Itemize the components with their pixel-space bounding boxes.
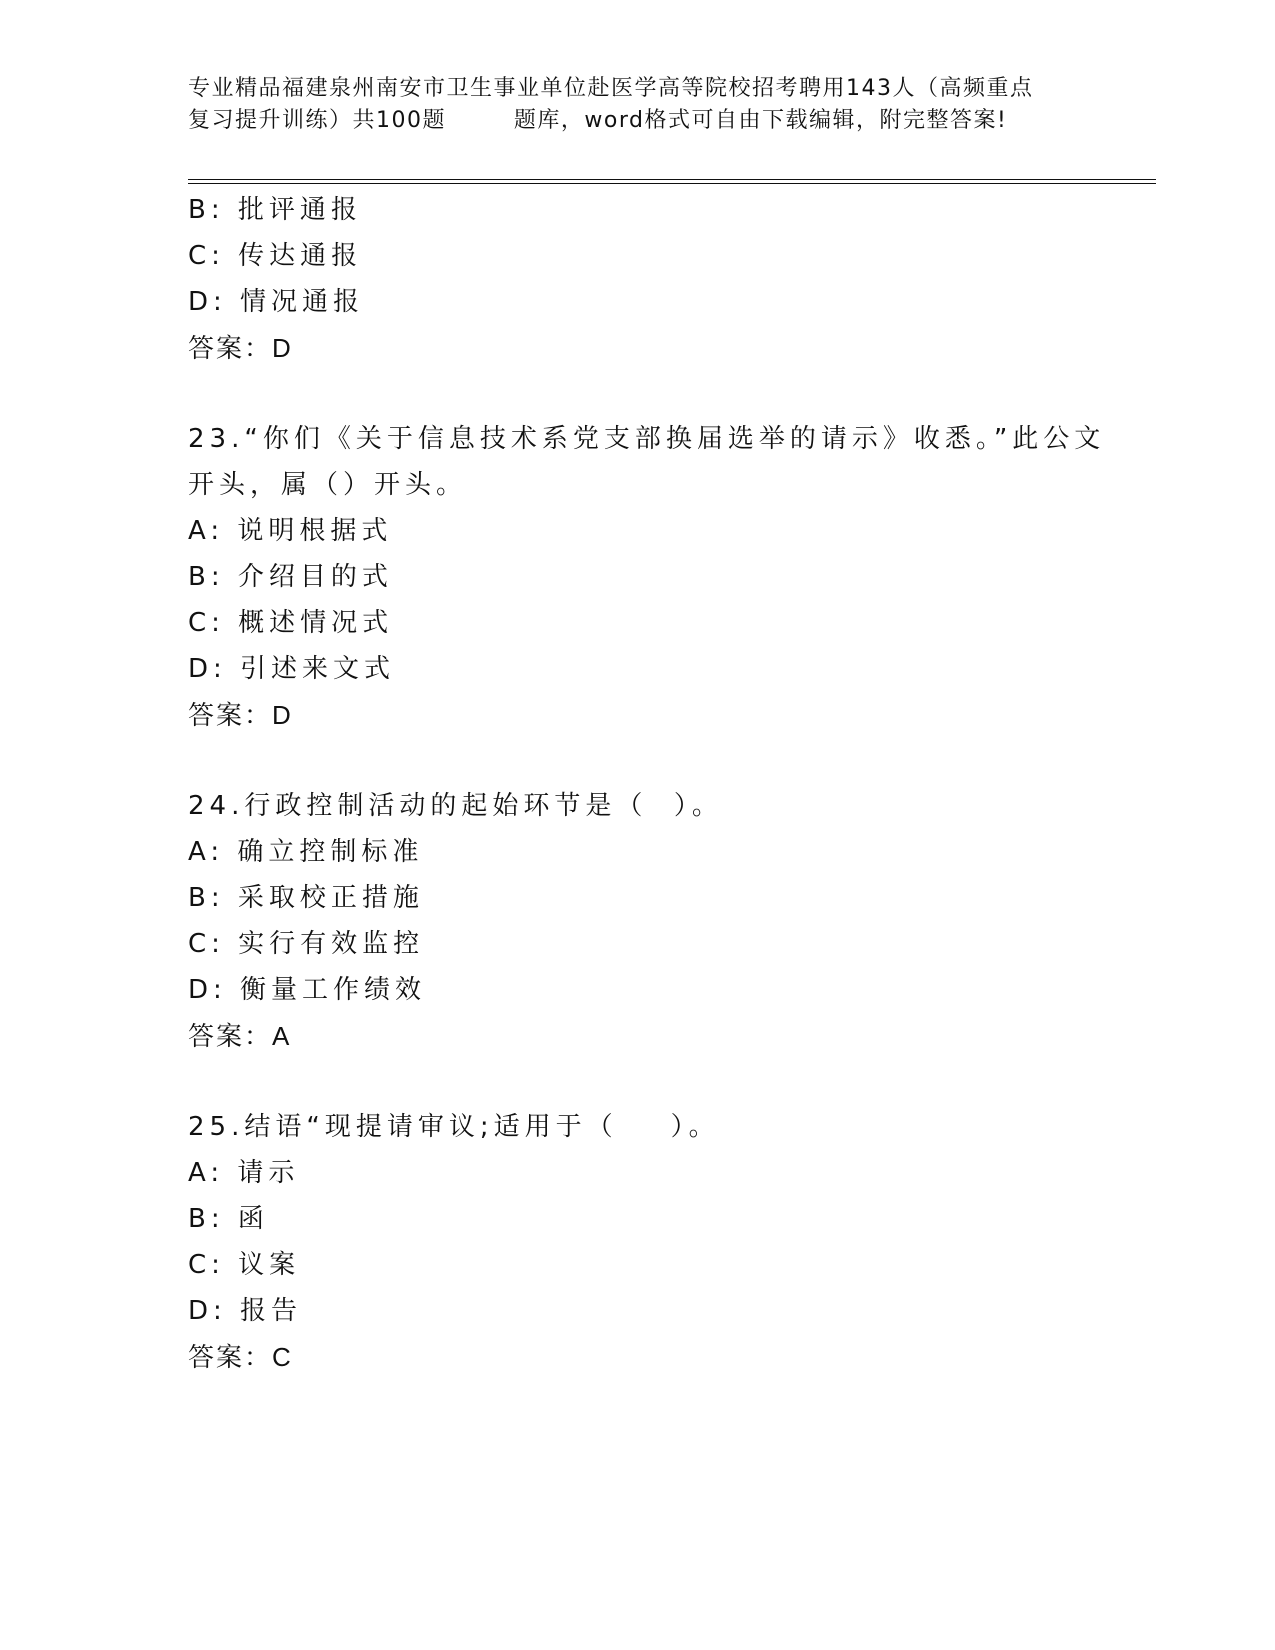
- option-b: B: 介绍目的式: [188, 562, 393, 592]
- option-b: B: 批评通报: [188, 195, 362, 225]
- header-divider-top: [188, 179, 1156, 180]
- answer: 答案：D: [188, 700, 293, 730]
- question-23: [188, 416, 1106, 738]
- option-d: D: 情况通报: [188, 287, 365, 317]
- header-line-1: 专业精品福建泉州南安市卫生事业单位赴医学高等院校招考聘用143人（高频重点: [188, 76, 1034, 101]
- option-d: D: 报告: [188, 1296, 303, 1326]
- answer: 答案：C: [188, 1342, 293, 1372]
- answer: 答案：A: [188, 1021, 292, 1051]
- option-a: A: 确立控制标准: [188, 837, 424, 867]
- question-list: [188, 187, 1106, 1380]
- option-b: B: 函: [188, 1204, 269, 1234]
- option-b: B: 采取校正措施: [188, 883, 424, 913]
- question-stem-line-2: 开头，属（）开头。: [188, 470, 468, 500]
- page-header: [188, 73, 1088, 137]
- question-25: [188, 1104, 1088, 1380]
- option-a: A: 说明根据式: [188, 516, 393, 546]
- question-stem-line-1: 23.“你们《关于信息技术系党支部换届选举的请示》收悉。”此公文: [188, 424, 1106, 454]
- option-c: C: 实行有效监控: [188, 929, 425, 959]
- question-24: [188, 783, 1088, 1059]
- question-22-continued: [188, 187, 1088, 371]
- option-d: D: 衡量工作绩效: [188, 975, 427, 1005]
- option-c: C: 议案: [188, 1250, 301, 1280]
- answer: 答案：D: [188, 333, 293, 363]
- option-c: C: 概述情况式: [188, 608, 394, 638]
- option-a: A: 请示: [188, 1158, 300, 1188]
- question-stem-line-1: 24.行政控制活动的起始环节是（ ）。: [188, 791, 723, 821]
- question-stem-line-1: 25.结语“现提请审议;适用于（ ）。: [188, 1112, 720, 1142]
- header-divider-bottom: [188, 183, 1156, 184]
- header-line-2: 复习提升训练）共100题 题库，word格式可自由下载编辑，附完整答案!: [188, 108, 1008, 133]
- option-d: D: 引述来文式: [188, 654, 396, 684]
- option-c: C: 传达通报: [188, 241, 363, 271]
